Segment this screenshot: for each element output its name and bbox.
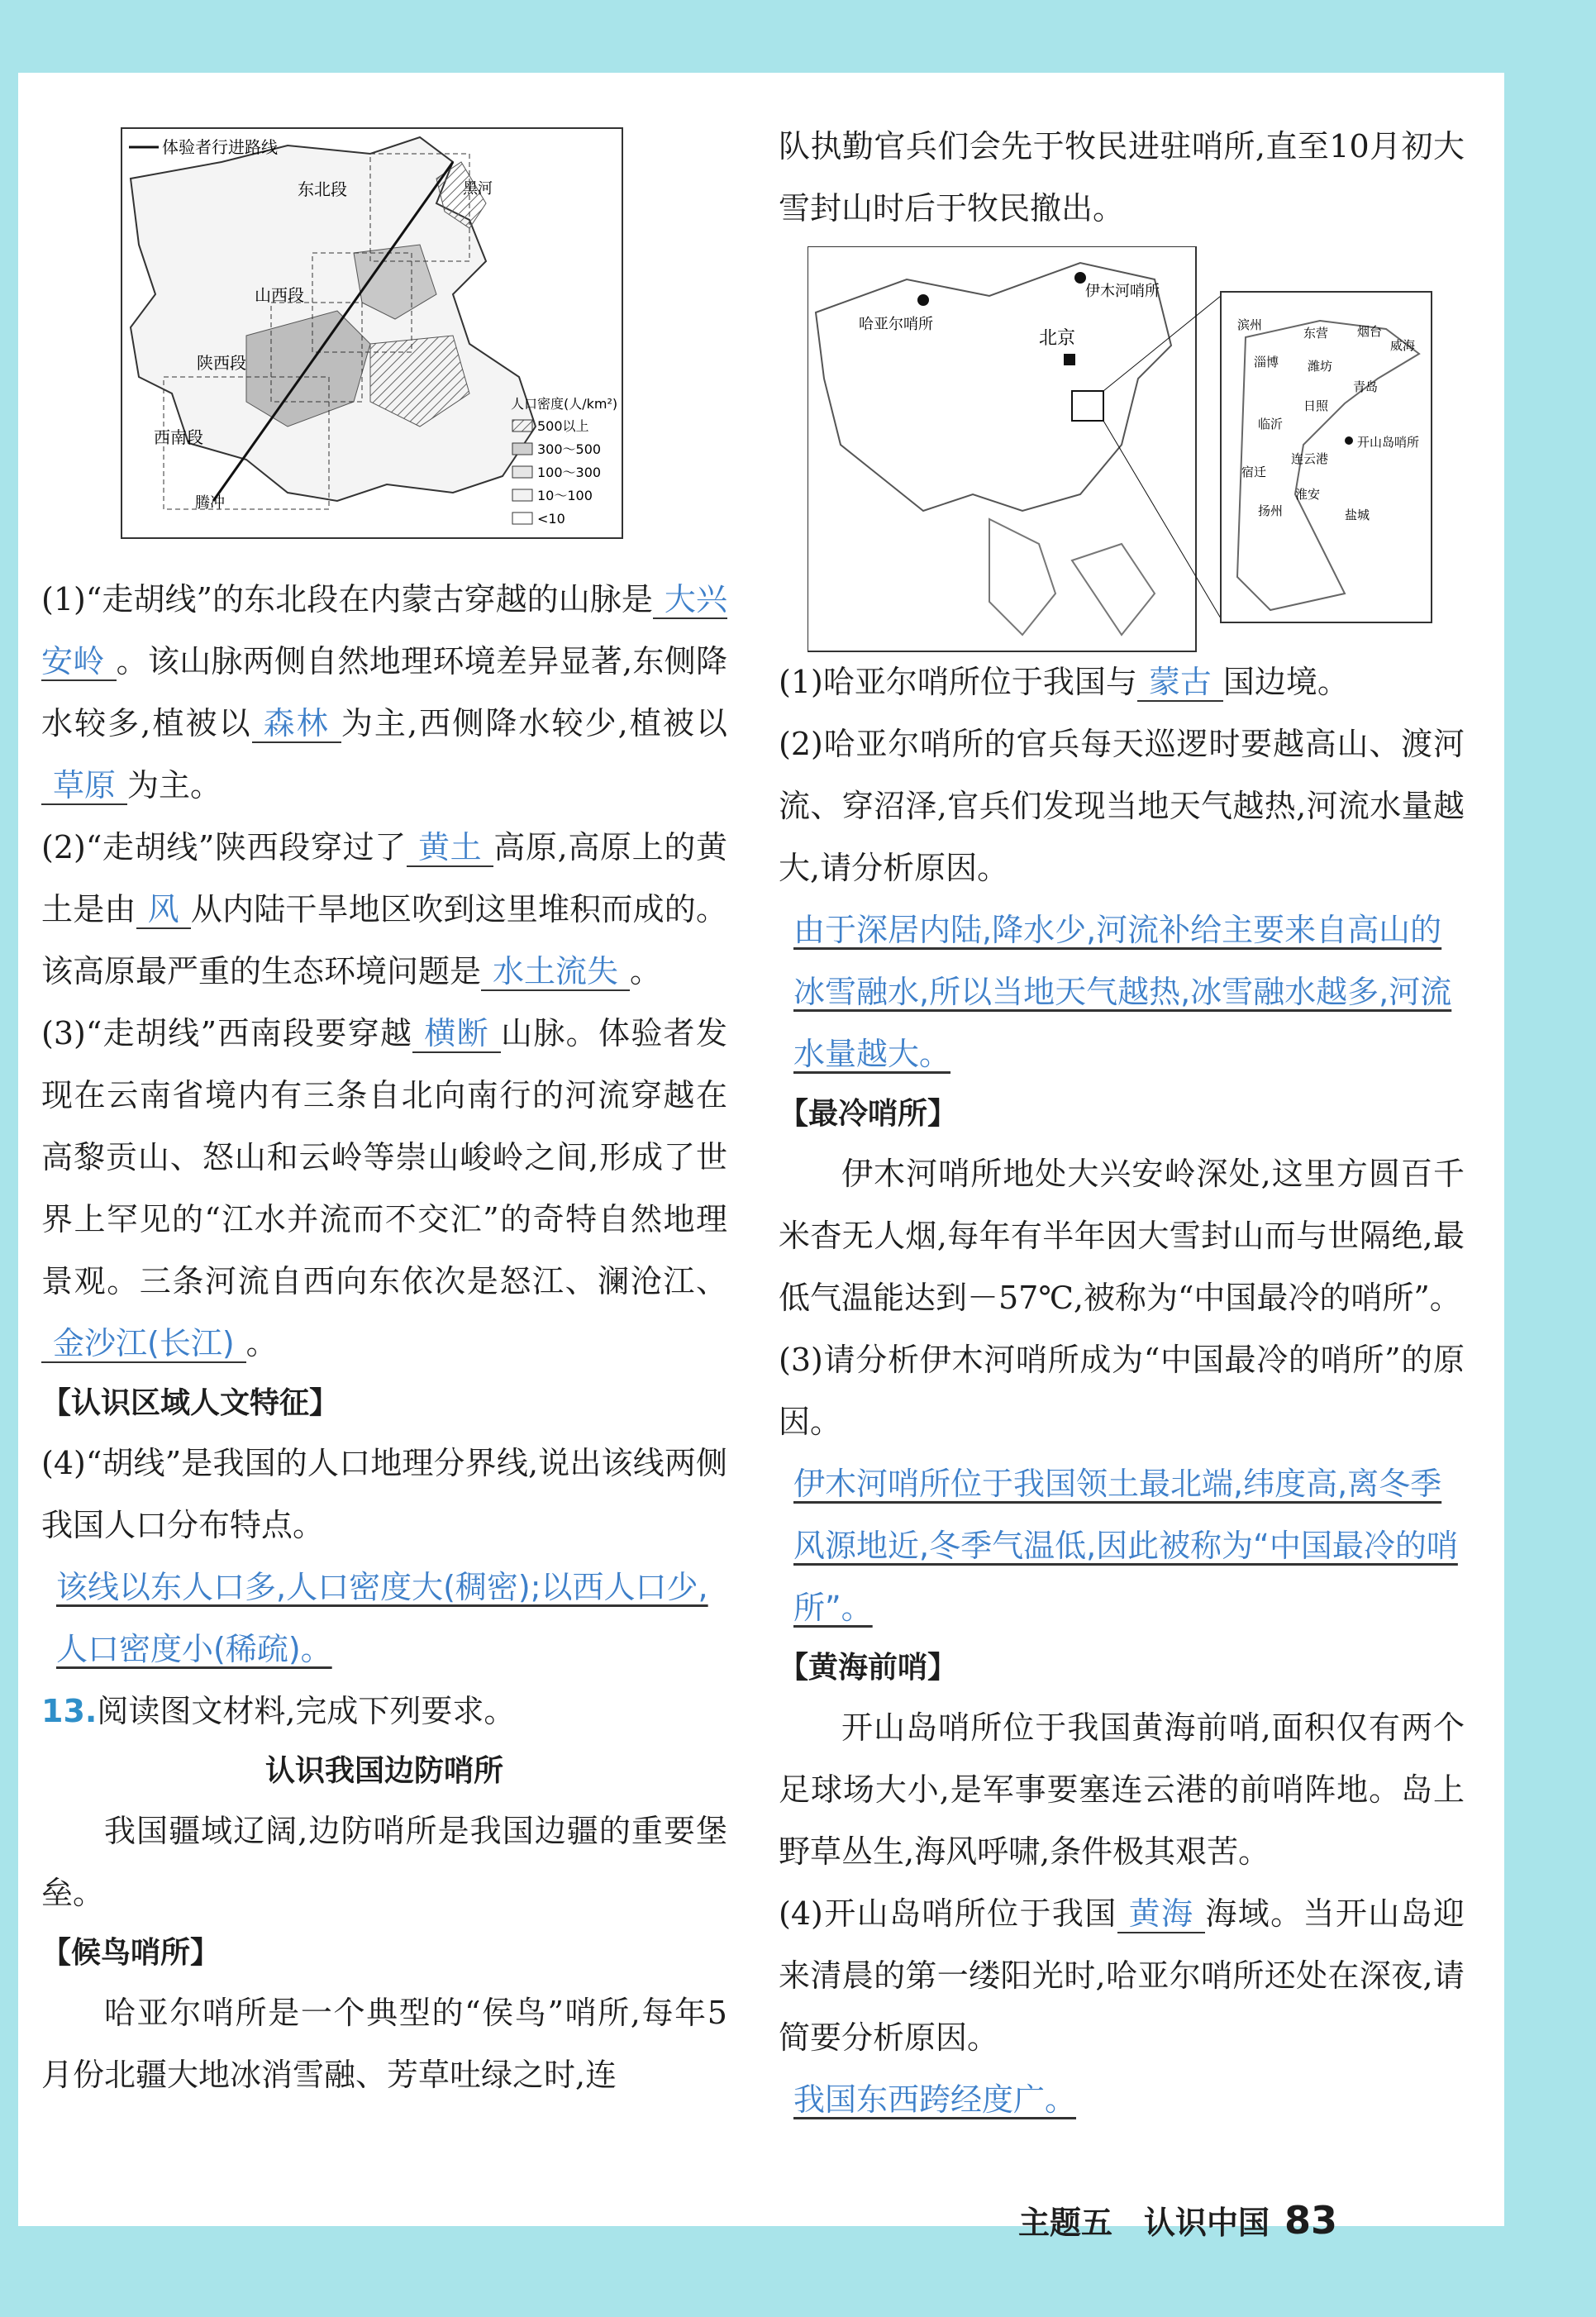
r-q4-text-a: (4)开山岛哨所位于我国 bbox=[779, 1895, 1117, 1932]
city-linyi: 临沂 bbox=[1258, 417, 1284, 431]
q2-text-b: 高原,高原上的黄土是由 bbox=[41, 829, 727, 927]
r-q1-paragraph bbox=[779, 651, 1465, 713]
section-heading-huanghai: 【黄海前哨】 bbox=[779, 1651, 958, 1685]
intro-paragraph: 我国疆域辽阔,边防哨所是我国边疆的重要堡垒。 bbox=[41, 1813, 727, 1911]
outpost-map-svg bbox=[808, 246, 1436, 701]
q1-text-c: 为主,西侧降水较少,植被以 bbox=[341, 705, 727, 741]
q13-instruction: 阅读图文材料,完成下列要求。 bbox=[97, 1693, 516, 1729]
q3-answer-river: 金沙江(长江) bbox=[41, 1325, 246, 1363]
label-heihe: 黑河 bbox=[463, 180, 493, 198]
city-qingdao: 青岛 bbox=[1353, 379, 1379, 394]
city-weifang: 潍坊 bbox=[1308, 359, 1333, 374]
q1-answer-west: 草原 bbox=[41, 767, 127, 805]
q3-text-c: 。 bbox=[245, 1325, 278, 1361]
city-huaian: 淮安 bbox=[1295, 487, 1321, 502]
r-q1-text-b: 国边境。 bbox=[1222, 664, 1349, 700]
coldest-paragraph: 伊木河哨所地处大兴安岭深处,这里方圆百千米杳无人烟,每年有半年因大雪封山而与世隔绝,最低气温能达到－57℃,被称为“中国最冷的哨所”。 bbox=[779, 1156, 1465, 1316]
r-q1-answer: 蒙古 bbox=[1137, 664, 1223, 702]
outpost-location-map bbox=[808, 246, 1436, 701]
label-tengchong: 腾冲 bbox=[195, 494, 225, 512]
city-dongying: 东营 bbox=[1303, 326, 1329, 341]
label-shaanxi: 陕西段 bbox=[197, 353, 246, 373]
q3-text-a: (3)“走胡线”西南段要穿越 bbox=[41, 1015, 413, 1051]
q2-answer-agent: 风 bbox=[136, 891, 191, 929]
q2-answer-plateau: 黄土 bbox=[407, 829, 493, 867]
city-yancheng: 盐城 bbox=[1345, 508, 1370, 522]
label-shanxi: 山西段 bbox=[255, 285, 304, 305]
city-binzhou: 滨州 bbox=[1237, 317, 1263, 332]
q13-line bbox=[41, 1681, 727, 1743]
yimuhe-label: 伊木河哨所 bbox=[1085, 283, 1160, 300]
q1-text-b: 。该山脉两侧自然地理环境差异显著,东侧降水较多,植被以 bbox=[41, 643, 727, 741]
density-swatch-2 bbox=[512, 443, 532, 455]
houniao-paragraph: 哈亚尔哨所是一个典型的“侯鸟”哨所,每年5月份北疆大地冰消雪融、芳草吐绿之时,连 bbox=[41, 1995, 727, 2093]
q2-text-a: (2)“走胡线”陕西段穿过了 bbox=[41, 829, 407, 865]
city-zibo: 淄博 bbox=[1254, 355, 1279, 369]
q4-answer: 该线以东人口多,人口密度大(稠密);以西人口少,人口密度小(稀疏)。 bbox=[56, 1569, 708, 1667]
population-density-map bbox=[121, 127, 623, 539]
r-q3-question: (3)请分析伊木河哨所成为“中国最冷的哨所”的原因。 bbox=[779, 1342, 1465, 1440]
density-legend-5: <10 bbox=[537, 511, 565, 527]
page-footer bbox=[1018, 2197, 1337, 2243]
hayaer-label: 哈亚尔哨所 bbox=[859, 316, 933, 333]
hayaer-marker bbox=[917, 294, 929, 306]
yimuhe-marker bbox=[1074, 272, 1086, 284]
q3-text-b: 山脉。体验者发现在云南省境内有三条自北向南行的河流穿越在高黎贡山、怒山和云岭等崇山峻岭之间,形成了世界上罕见的“江水并流而不交汇”的奇特自然地理景观。三条河流自西向东依次是怒江、澜沧江、 bbox=[41, 1015, 727, 1299]
q1-text-a: (1)“走胡线”的东北段在内蒙古穿越的山脉是 bbox=[41, 581, 653, 617]
q1-answer-mountain: 大兴安岭 bbox=[41, 581, 727, 679]
density-swatch-3 bbox=[512, 466, 532, 478]
density-legend-title: 人口密度(人/km²) bbox=[511, 396, 618, 412]
beijing-marker bbox=[1064, 354, 1075, 365]
section-heading-houniao: 【候鸟哨所】 bbox=[41, 1936, 221, 1970]
label-southwest: 西南段 bbox=[154, 427, 203, 447]
city-yangzhou: 扬州 bbox=[1258, 503, 1284, 518]
q3-answer-range: 横断 bbox=[412, 1015, 501, 1053]
density-swatch-1 bbox=[512, 420, 532, 431]
city-suqian: 宿迁 bbox=[1241, 465, 1267, 479]
kaishandao-marker bbox=[1345, 436, 1353, 445]
r-q3-answer: 伊木河哨所位于我国领土最北端,纬度高,离冬季风源地近,冬季气温低,因此被称为“中国最冷的哨所”。 bbox=[793, 1466, 1458, 1626]
hu-line-map-svg bbox=[122, 129, 622, 537]
city-weihai: 威海 bbox=[1390, 338, 1416, 353]
r-q1-text-a: (1)哈亚尔哨所位于我国与 bbox=[779, 664, 1137, 700]
r-q2-answer: 由于深居内陆,降水少,河流补给主要来自高山的冰雪融水,所以当地天气越热,冰雪融水越多,河流水量越大。 bbox=[793, 912, 1452, 1072]
q2-text-d: 。 bbox=[630, 953, 662, 989]
section-heading-humanities: 【认识区域人文特征】 bbox=[41, 1386, 340, 1420]
section-heading-coldest: 【最冷哨所】 bbox=[779, 1097, 958, 1131]
density-legend-1: 500以上 bbox=[537, 418, 589, 434]
city-lianyungang: 连云港 bbox=[1291, 451, 1329, 466]
right-text-block bbox=[779, 651, 1465, 2131]
q13-number: 13. bbox=[41, 1693, 98, 1729]
r-q4-paragraph bbox=[779, 1883, 1465, 2069]
density-swatch-4 bbox=[512, 489, 532, 501]
route-legend-label: 体验者行进路线 bbox=[162, 137, 278, 157]
r-q4-answer-sea: 黄海 bbox=[1117, 1895, 1206, 1933]
material-title: 认识我国边防哨所 bbox=[264, 1754, 503, 1788]
right-column bbox=[779, 73, 1465, 2118]
city-yantai: 烟台 bbox=[1357, 324, 1383, 339]
q4-question: (4)“胡线”是我国的人口地理分界线,说出该线两侧我国人口分布特点。 bbox=[41, 1445, 727, 1543]
density-legend-4: 10～100 bbox=[537, 488, 593, 503]
density-swatch-5 bbox=[512, 513, 532, 524]
q1-text-d: 为主。 bbox=[127, 767, 222, 803]
kaishandao-label: 开山岛哨所 bbox=[1357, 435, 1420, 450]
q1-answer-east: 森林 bbox=[252, 705, 341, 743]
label-northeast: 东北段 bbox=[298, 179, 347, 199]
q2-text-c: 从内陆干旱地区吹到这里堆积而成的。该高原最严重的生态环境问题是 bbox=[41, 891, 727, 989]
footer-theme: 主题五 认识中国 bbox=[1018, 2205, 1270, 2241]
page-number: 83 bbox=[1284, 2198, 1338, 2243]
q2-answer-problem: 水土流失 bbox=[481, 953, 630, 991]
density-legend-3: 100～300 bbox=[537, 465, 602, 480]
r-q4-text-b: 海域。当开山岛迎来清晨的第一缕阳光时,哈亚尔哨所还处在深夜,请简要分析原因。 bbox=[779, 1895, 1465, 2056]
beijing-label: 北京 bbox=[1039, 328, 1076, 349]
houniao-continued: 队执勤官兵们会先于牧民进驻哨所,直至10月初大雪封山时后于牧民撤出。 bbox=[779, 128, 1465, 226]
r-q4-answer-reason: 我国东西跨经度广。 bbox=[793, 2081, 1077, 2118]
q2-paragraph bbox=[41, 817, 727, 1003]
page-sheet bbox=[18, 73, 1504, 2243]
main-map-frame bbox=[808, 246, 1196, 651]
huanghai-paragraph: 开山岛哨所位于我国黄海前哨,面积仅有两个足球场大小,是军事要塞连云港的前哨阵地。岛上野草丛生,海风呼啸,条件极其艰苦。 bbox=[779, 1709, 1465, 1870]
density-legend-2: 300～500 bbox=[537, 441, 602, 457]
q3-paragraph bbox=[41, 1003, 727, 1375]
city-rizhao: 日照 bbox=[1303, 398, 1329, 413]
r-q2-question: (2)哈亚尔哨所的官兵每天巡逻时要越高山、渡河流、穿沼泽,官兵们发现当地天气越热,河流水量越大,请分析原因。 bbox=[779, 726, 1465, 886]
left-text-block bbox=[41, 569, 727, 2106]
q1-paragraph bbox=[41, 569, 727, 817]
